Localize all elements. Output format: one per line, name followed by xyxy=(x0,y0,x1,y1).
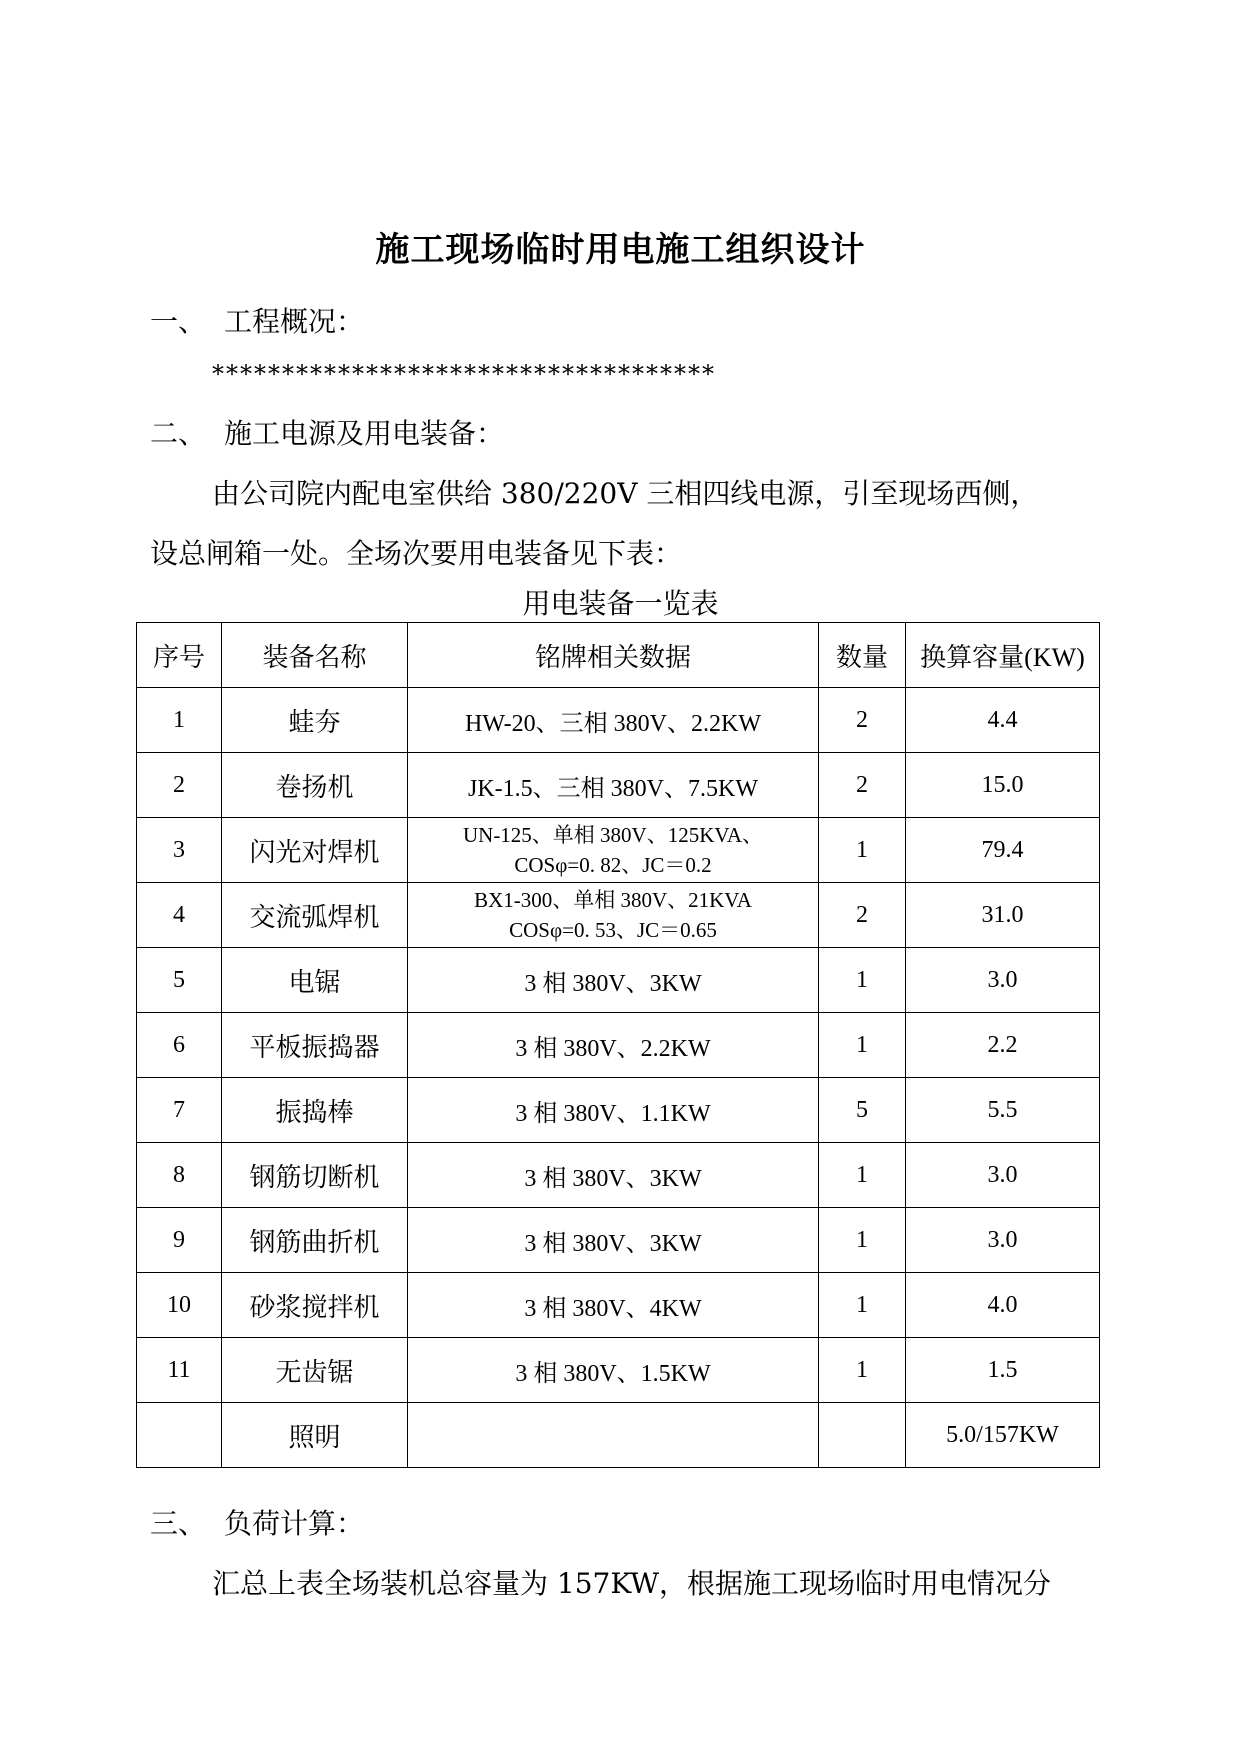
table-row xyxy=(137,883,1100,948)
section-1-body: ************************************ xyxy=(212,360,716,388)
document-title: 施工现场临时用电施工组织设计 xyxy=(375,230,866,270)
cell-name: 砂浆搅拌机 xyxy=(222,1273,408,1338)
section-3-heading xyxy=(150,1502,364,1542)
cell-qty: 1 xyxy=(819,1338,906,1403)
cell-spec xyxy=(408,1403,819,1468)
cell-qty: 1 xyxy=(819,1013,906,1078)
section-1-title: 工程概况： xyxy=(224,305,365,338)
cell-kw: 4.0 xyxy=(906,1273,1100,1338)
cell-name: 平板振捣器 xyxy=(222,1013,408,1078)
header-no: 序号 xyxy=(137,623,222,688)
cell-spec: 3 相 380V、1.5KW xyxy=(408,1338,819,1403)
table-row xyxy=(137,1013,1100,1078)
table-row xyxy=(137,753,1100,818)
table-row xyxy=(137,688,1100,753)
table-row xyxy=(137,818,1100,883)
cell-qty: 2 xyxy=(819,753,906,818)
cell-spec: 3 相 380V、3KW xyxy=(408,1208,819,1273)
cell-name: 蛙夯 xyxy=(222,688,408,753)
section-1-heading xyxy=(150,300,364,340)
cell-spec-line-1: UN-125、单相 380V、125KVA、 xyxy=(462,823,764,847)
cell-no: 10 xyxy=(137,1273,222,1338)
table-row xyxy=(137,1078,1100,1143)
cell-kw: 4.4 xyxy=(906,688,1100,753)
section-3-number: 三、 xyxy=(150,1507,207,1540)
cell-kw: 15.0 xyxy=(906,753,1100,818)
header-kw: 换算容量(KW) xyxy=(906,623,1100,688)
cell-no: 8 xyxy=(137,1143,222,1208)
cell-no xyxy=(137,1403,222,1468)
table-row xyxy=(137,1338,1100,1403)
cell-kw: 3.0 xyxy=(906,1208,1100,1273)
section-2-paragraph-line-2: 设总闸箱一处。全场次要用电装备见下表： xyxy=(150,537,683,570)
cell-qty: 1 xyxy=(819,1143,906,1208)
cell-qty: 5 xyxy=(819,1078,906,1143)
table-row xyxy=(137,1208,1100,1273)
cell-spec: 3 相 380V、3KW xyxy=(408,1143,819,1208)
cell-name: 钢筋曲折机 xyxy=(222,1208,408,1273)
cell-spec-line-1: BX1-300、单相 380V、21KVA xyxy=(474,888,752,912)
cell-name: 交流弧焊机 xyxy=(222,883,408,948)
cell-no: 6 xyxy=(137,1013,222,1078)
cell-qty: 2 xyxy=(819,883,906,948)
table-row xyxy=(137,1273,1100,1338)
cell-kw: 3.0 xyxy=(906,948,1100,1013)
header-spec: 铭牌相关数据 xyxy=(408,623,819,688)
section-2-heading xyxy=(150,412,504,452)
cell-no: 1 xyxy=(137,688,222,753)
table-row xyxy=(137,948,1100,1013)
cell-qty: 1 xyxy=(819,1208,906,1273)
cell-name: 电锯 xyxy=(222,948,408,1013)
cell-qty: 1 xyxy=(819,818,906,883)
cell-spec-line-2: COSφ=0. 53、JC＝0.65 xyxy=(509,918,717,942)
cell-spec xyxy=(408,818,819,883)
cell-name: 照明 xyxy=(222,1403,408,1468)
cell-no: 11 xyxy=(137,1338,222,1403)
cell-qty: 2 xyxy=(819,688,906,753)
cell-kw: 31.0 xyxy=(906,883,1100,948)
cell-name: 振捣棒 xyxy=(222,1078,408,1143)
cell-qty xyxy=(819,1403,906,1468)
cell-name: 无齿锯 xyxy=(222,1338,408,1403)
section-3-paragraph-line-1: 汇总上表全场装机总容量为 157KW，根据施工现场临时用电情况分 xyxy=(212,1567,1052,1600)
cell-spec: 3 相 380V、4KW xyxy=(408,1273,819,1338)
section-2-paragraph-line-1: 由公司院内配电室供给 380/220V 三相四线电源，引至现场西侧， xyxy=(212,477,1039,510)
header-qty: 数量 xyxy=(819,623,906,688)
header-name: 装备名称 xyxy=(222,623,408,688)
cell-kw: 5.0/157KW xyxy=(906,1403,1100,1468)
cell-no: 7 xyxy=(137,1078,222,1143)
cell-name: 卷扬机 xyxy=(222,753,408,818)
cell-no: 9 xyxy=(137,1208,222,1273)
cell-kw: 5.5 xyxy=(906,1078,1100,1143)
cell-spec: 3 相 380V、1.1KW xyxy=(408,1078,819,1143)
table-row xyxy=(137,1143,1100,1208)
section-1-number: 一、 xyxy=(150,305,207,338)
cell-name: 钢筋切断机 xyxy=(222,1143,408,1208)
section-2-title: 施工电源及用电装备： xyxy=(224,417,505,450)
table-caption: 用电装备一览表 xyxy=(522,587,719,620)
cell-no: 4 xyxy=(137,883,222,948)
section-3-title: 负荷计算： xyxy=(224,1507,365,1540)
cell-spec: 3 相 380V、3KW xyxy=(408,948,819,1013)
equipment-table xyxy=(136,622,1100,1468)
cell-spec-line-2: COSφ=0. 82、JC＝0.2 xyxy=(514,853,712,877)
cell-kw: 2.2 xyxy=(906,1013,1100,1078)
cell-no: 5 xyxy=(137,948,222,1013)
cell-kw: 1.5 xyxy=(906,1338,1100,1403)
cell-spec: HW-20、三相 380V、2.2KW xyxy=(408,688,819,753)
cell-no: 3 xyxy=(137,818,222,883)
cell-kw: 79.4 xyxy=(906,818,1100,883)
cell-spec: 3 相 380V、2.2KW xyxy=(408,1013,819,1078)
cell-kw: 3.0 xyxy=(906,1143,1100,1208)
cell-spec xyxy=(408,883,819,948)
section-2-number: 二、 xyxy=(150,417,207,450)
cell-qty: 1 xyxy=(819,948,906,1013)
table-row-total xyxy=(137,1403,1100,1468)
cell-no: 2 xyxy=(137,753,222,818)
cell-name: 闪光对焊机 xyxy=(222,818,408,883)
cell-spec: JK-1.5、三相 380V、7.5KW xyxy=(408,753,819,818)
table-header-row xyxy=(137,623,1100,688)
cell-qty: 1 xyxy=(819,1273,906,1338)
